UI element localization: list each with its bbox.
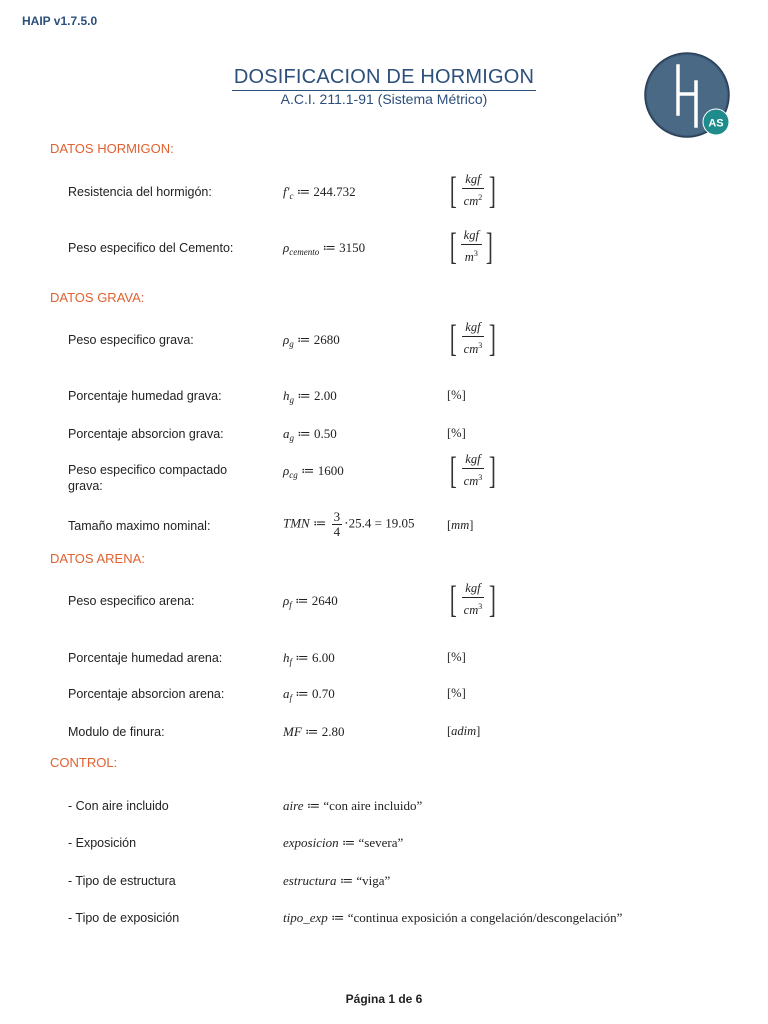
formula-rho-g: $\rho_g$ ≔ 2680 xyxy=(283,332,340,349)
label-exposicion: - Exposición xyxy=(68,836,137,850)
formula-mf: MF ≔ 2.80 xyxy=(283,724,345,739)
unit-mf: [adim] xyxy=(447,724,481,738)
unit-a-g: [%] xyxy=(447,426,466,440)
section-control: CONTROL: xyxy=(50,755,118,770)
label-aire: - Con aire incluido xyxy=(68,799,169,813)
label-modulo-finura: Modulo de finura: xyxy=(68,725,165,739)
formula-estructura: estructura ≔ “viga” xyxy=(283,873,391,888)
unit-tmn: [mm] xyxy=(447,518,474,532)
label-estructura: - Tipo de estructura xyxy=(68,874,176,888)
label-peso-arena: Peso especifico arena: xyxy=(68,594,195,608)
unit-h-f: [%] xyxy=(447,650,466,664)
page-title: DOSIFICACION DE HORMIGON xyxy=(232,66,536,91)
page-subtitle: A.C.I. 211.1-91 (Sistema Métrico) xyxy=(280,91,488,107)
label-tipo-exposicion: - Tipo de exposición xyxy=(68,911,180,925)
formula-rho-cemento: $\rho_{cemento}$ ≔ 3150 xyxy=(283,240,366,257)
formula-a-g: $a_g$ ≔ 0.50 xyxy=(283,426,337,443)
label-absorcion-grava: Porcentaje absorcion grava: xyxy=(68,427,224,441)
unit-rho-g: [ $\frac{\text{kgf}}{cm^3}$ ] xyxy=(449,318,497,360)
formula-tmn: TMN ≔ $\frac{3}{4}$ ⋅25.4 = 19.05 xyxy=(283,509,415,539)
label-peso-grava: Peso especifico grava: xyxy=(68,333,194,347)
haip-logo xyxy=(644,52,732,140)
page-footer: Página 1 de 6 xyxy=(345,992,423,1006)
unit-a-f: [%] xyxy=(447,686,466,700)
section-datos-arena: DATOS ARENA: xyxy=(50,551,145,566)
unit-rho-cg: [ $\frac{\text{kgf}}{cm^3}$ ] xyxy=(449,450,497,492)
logo-badge: AS xyxy=(708,117,724,130)
label-tamano-maximo: Tamaño maximo nominal: xyxy=(68,519,211,533)
label-humedad-arena: Porcentaje humedad arena: xyxy=(68,651,223,665)
label-peso-compactado-grava: Peso especifico compactado grava: xyxy=(68,463,228,493)
formula-aire: aire ≔ “con aire incluido” xyxy=(283,798,423,813)
label-absorcion-arena: Porcentaje absorcion arena: xyxy=(68,687,225,701)
label-humedad-grava: Porcentaje humedad grava: xyxy=(68,389,222,403)
unit-rho-f: [ $\frac{\text{kgf}}{cm^3}$ ] xyxy=(449,579,497,621)
formula-exposicion: exposicion ≔ “severa” xyxy=(283,835,404,850)
section-datos-grava: DATOS GRAVA: xyxy=(50,290,145,305)
section-datos-hormigon: DATOS HORMIGON: xyxy=(50,141,174,156)
unit-h-g: [%] xyxy=(447,388,466,402)
unit-rho-cemento: [ $\frac{\text{kgf}}{m^3}$ ] xyxy=(449,226,493,268)
version-label: HAIP v1.7.5.0 xyxy=(22,14,98,28)
formula-rho-cg: $\rho_{cg}$ ≔ 1600 xyxy=(283,463,344,480)
formula-tipo-exp: tipo_exp ≔ “continua exposición a congelación/descongelación” xyxy=(283,910,623,925)
formula-fc: $f'_c$ ≔ 244.732 xyxy=(283,184,356,201)
formula-h-g: $h_g$ ≔ 2.00 xyxy=(283,388,337,405)
label-peso-cemento: Peso especifico del Cemento: xyxy=(68,241,234,255)
unit-fc: [ $\frac{\text{kgf}}{cm^2}$ ] xyxy=(449,170,497,212)
label-resistencia: Resistencia del hormigón: xyxy=(68,185,212,199)
formula-a-f: $a_f$ ≔ 0.70 xyxy=(283,686,335,703)
formula-h-f: $h_f$ ≔ 6.00 xyxy=(283,650,335,667)
formula-rho-f: $\rho_f$ ≔ 2640 xyxy=(283,593,338,610)
